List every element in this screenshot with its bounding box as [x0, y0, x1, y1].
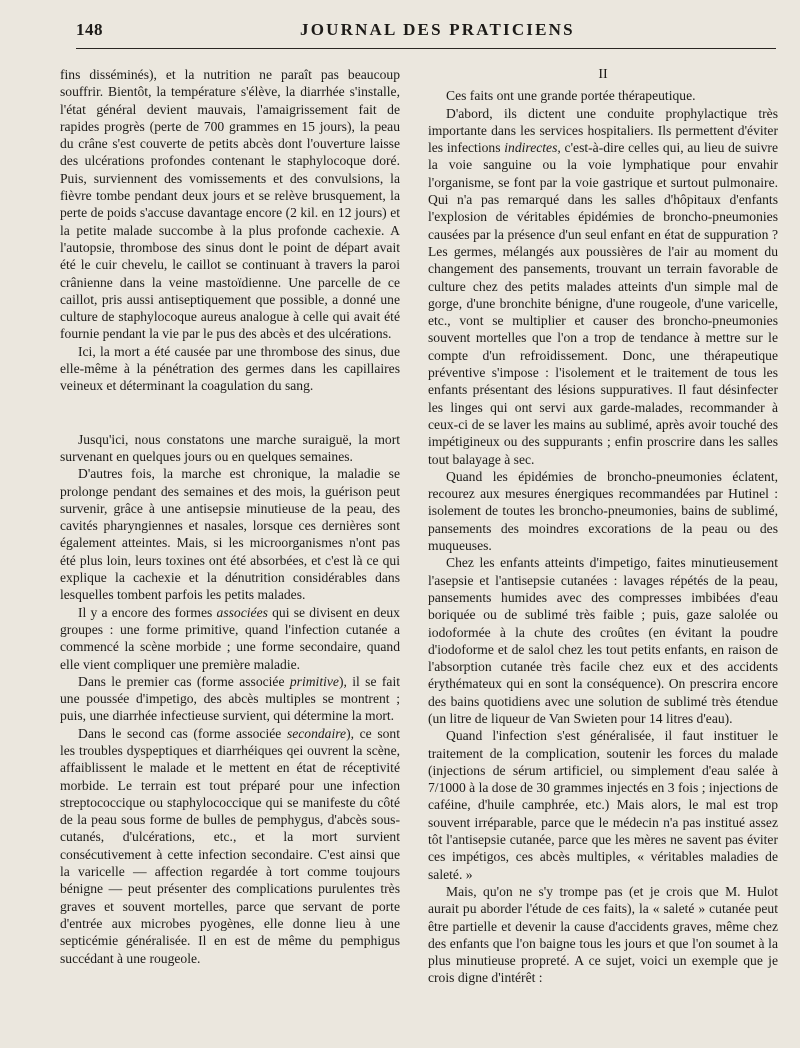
page-number: 148	[76, 20, 103, 39]
text-run: D'abord, ils dictent une conduite prophylactique très importante dans les services hospitaliers. Ils permettent d'éviter les infections	[428, 105, 778, 156]
journal-title: JOURNAL DES PRATICIENS	[300, 20, 575, 39]
text-run: ), il se fait une poussée d'impetigo, des abcès multiples se montrent ; puis, une diarrhée infectieuse survient, qui détermine la mort.	[60, 673, 400, 724]
italic-term: secondaire	[286, 725, 347, 741]
left-column	[60, 66, 400, 967]
paragraph-spacer	[60, 395, 400, 431]
left-paragraph-1: fins disséminés), et la nutrition ne paraît pas beaucoup souffrir. Bientôt, la température s'élève, la diarrhée s'installe, l'état général devient mauvais, l'amaigrissement fait de rapides progrès (perte de 700 grammes en 15 jours), la peau du crâne s'est couverte de petits abcès dont l'ouverture laisse des ulcérations profondes contenant le staphylocoque doré. Puis, surviennent des vomissements et des convulsions, la fièvre tombe pendant deux jours et se relève brusquement, la perte de poids s'accuse davantage encore (2 kil. en 12 jours) et la petite malade succombe à la plus profonde cachexie. A l'autopsie, thrombose des sinus dont le point de départ avait été le cuir chevelu, le caillot se continuant à travers la paroi crânienne dans la veine mastoïdienne. Une parcelle de ce caillot, pris aussi antiseptiquement que possible, a donné une culture de staphylocoque aureus analogue à celle qui avait été fournie pendant la vie par le pus des abcès et des ulcérations.	[60, 67, 400, 342]
text-run: , c'est-à-dire celles qui, au lieu de suivre la voie sanguine ou la voie lymphatique pour envahir l'organisme, se font par la voie gastrique et surtout pulmonaire. Qui n'a pas remarqué dans les salles d'hôpitaux d'enfants l'explosion de véritables épidémies de broncho-pneumonies causées par la présence d'un seul enfant en état de suppuration ? Les germes, mélangés aux poussières de l'air au moment du changement des pansements, trouvant un terrain favorable de culture chez des petits malades atteints d'un simple mal de gorge, d'une bronchite bénigne, d'une rougeole, d'une varicelle, etc., vont se multiplier et causer des broncho-pneumonies souvent mortelles que l'on a trop de tendance à mettre sur le compte d'un refroidissement. Donc, une thérapeutique préventive s'impose : l'isolement et le traitement de tous les enfants présentant des lésions suppuratives. Il faut désinfecter les linges qui ont servi aux garde-malades, recommander à ceux-ci de se laver les mains au sublimé, après avoir touché des impétigineux ou des suppurants ; enfin proscrire dans les salles tout balayage à sec.	[428, 140, 778, 467]
text-run: Il y a encore des formes	[78, 604, 217, 620]
left-paragraph-2: Ici, la mort a été causée par une thrombose des sinus, due elle-même à la pénétration des germes dans les capillaires veineux et déterminant la coagulation du sang.	[60, 343, 400, 394]
left-paragraph-3: Jusqu'ici, nous constatons une marche suraiguë, la mort survenant en quelques jours ou en quelques semaines.	[60, 431, 400, 464]
text-run: Dans le second cas (forme associée	[78, 725, 287, 741]
header-rule	[76, 48, 776, 49]
left-paragraph-6	[60, 673, 400, 725]
right-paragraph-2	[428, 105, 778, 468]
text-run: qui se divisent en deux groupes : une forme primitive, quand l'infection cutanée a commencé la scène morbide ; une forme secondaire, quand elle vient compliquer une première maladie.	[60, 604, 400, 672]
right-paragraph-5: Quand l'infection s'est généralisée, il faut instituer le traitement de la complication, soutenir les forces du malade (injections de sérum artificiel, ou simplement d'eau salée à 7/1000 à la dose de 30 grammes injectés en 3 fois ; injections de caféine, d'huile camphrée, etc.) Mais alors, le mal est trop souvent irréparable, parce que le médecin n'a pas institué assez tôt l'antisepsie cutanée, parce que les mères ne savent pas éviter ces impétigos, ces abcès multiples, « véritables maladies de saleté. »	[428, 728, 778, 882]
left-paragraph-7	[60, 725, 400, 967]
text-run: ), ce sont les troubles dyspeptiques et diarrhéiques qei ouvrent la scène, affaiblissent le malade et le mettent en état de réceptivité morbide. Le terrain est tout préparé pour une infection streptococcique ou staphylococcique qui se manifeste du côté de la peau sous forme de bulles de pemphygus, d'abcès sous-cutanés, d'ulcérations, etc., et la mort survient consécutivement à cette infection secondaire. C'est ainsi que la varicelle — affection regardée à tort comme toujours bénigne — peut présenter des complications purulentes très graves et souvent mortelles, parce que servant de porte d'entrée aux microbes pyogènes, elle donne lieu à une septicémie généralisée. Il en est de même du pemphigus succédant à une rougeole.	[60, 725, 400, 966]
italic-term: primitive	[289, 673, 339, 689]
right-paragraph-4: Chez les enfants atteints d'impetigo, faites minutieusement l'asepsie et l'antisepsie cutanées : lavages répétés de la peau, pansements humides avec des compresses imbibées d'eau boriquée ou de sublimé très faible ; puis, gaze salolée ou iodoformée à la chute des croûtes (en évitant la poudre d'iodoforme et de salol chez les tout petits enfants, en raison de l'absorption cutanée très facile chez eux et des accidents érythémateux qui en sont la conséquence). On prescrira encore des bains quotidiens avec une solution de sublimé très étendue (un litre de liqueur de Van Swieten pour 14 litres d'eau).	[428, 555, 778, 726]
right-column	[428, 66, 778, 987]
right-paragraph-1: Ces faits ont une grande portée thérapeutique.	[446, 88, 696, 104]
italic-term: associées	[216, 604, 268, 620]
right-paragraph-6: Mais, qu'on ne s'y trompe pas (et je crois que M. Hulot aurait pu aborder l'étude de ces faits), la « saleté » cutanée peut être partielle et devenir la cause d'accidents graves, même chez des enfants que l'on baigne tous les jours et que l'on soumet à la plus minutieuse propreté. A ce sujet, voici un exemple que je crois digne d'intérêt :	[428, 883, 778, 986]
left-paragraph-5	[60, 604, 400, 673]
section-number: II	[598, 67, 608, 82]
italic-term: indirectes	[504, 140, 558, 156]
left-paragraph-4: D'autres fois, la marche est chronique, la maladie se prolonge pendant des semaines et des mois, la guérison peut survenir, grâce à une antisepsie minutieuse de la peau, des cavités pharyngiennes et nasales, lorsque ces dernières sont également atteintes. Mais, si les microorganismes n'ont pas été plus loin, leurs toxines ont été absorbées, et c'est là ce qui explique la cachexie et la dénutrition considérables dans lesquelles tombent parfois les petits malades.	[60, 466, 400, 603]
text-run: Dans le premier cas (forme associée	[78, 673, 290, 689]
page-header	[76, 20, 776, 42]
right-paragraph-3: Quand les épidémies de broncho-pneumonies éclatent, recourez aux mesures énergiques recommandées par Hutinel : isolement de toutes les broncho-pneumonies, bains de sublimé, pansements des moindres excorations de la peau ou des muqueuses.	[428, 468, 778, 554]
